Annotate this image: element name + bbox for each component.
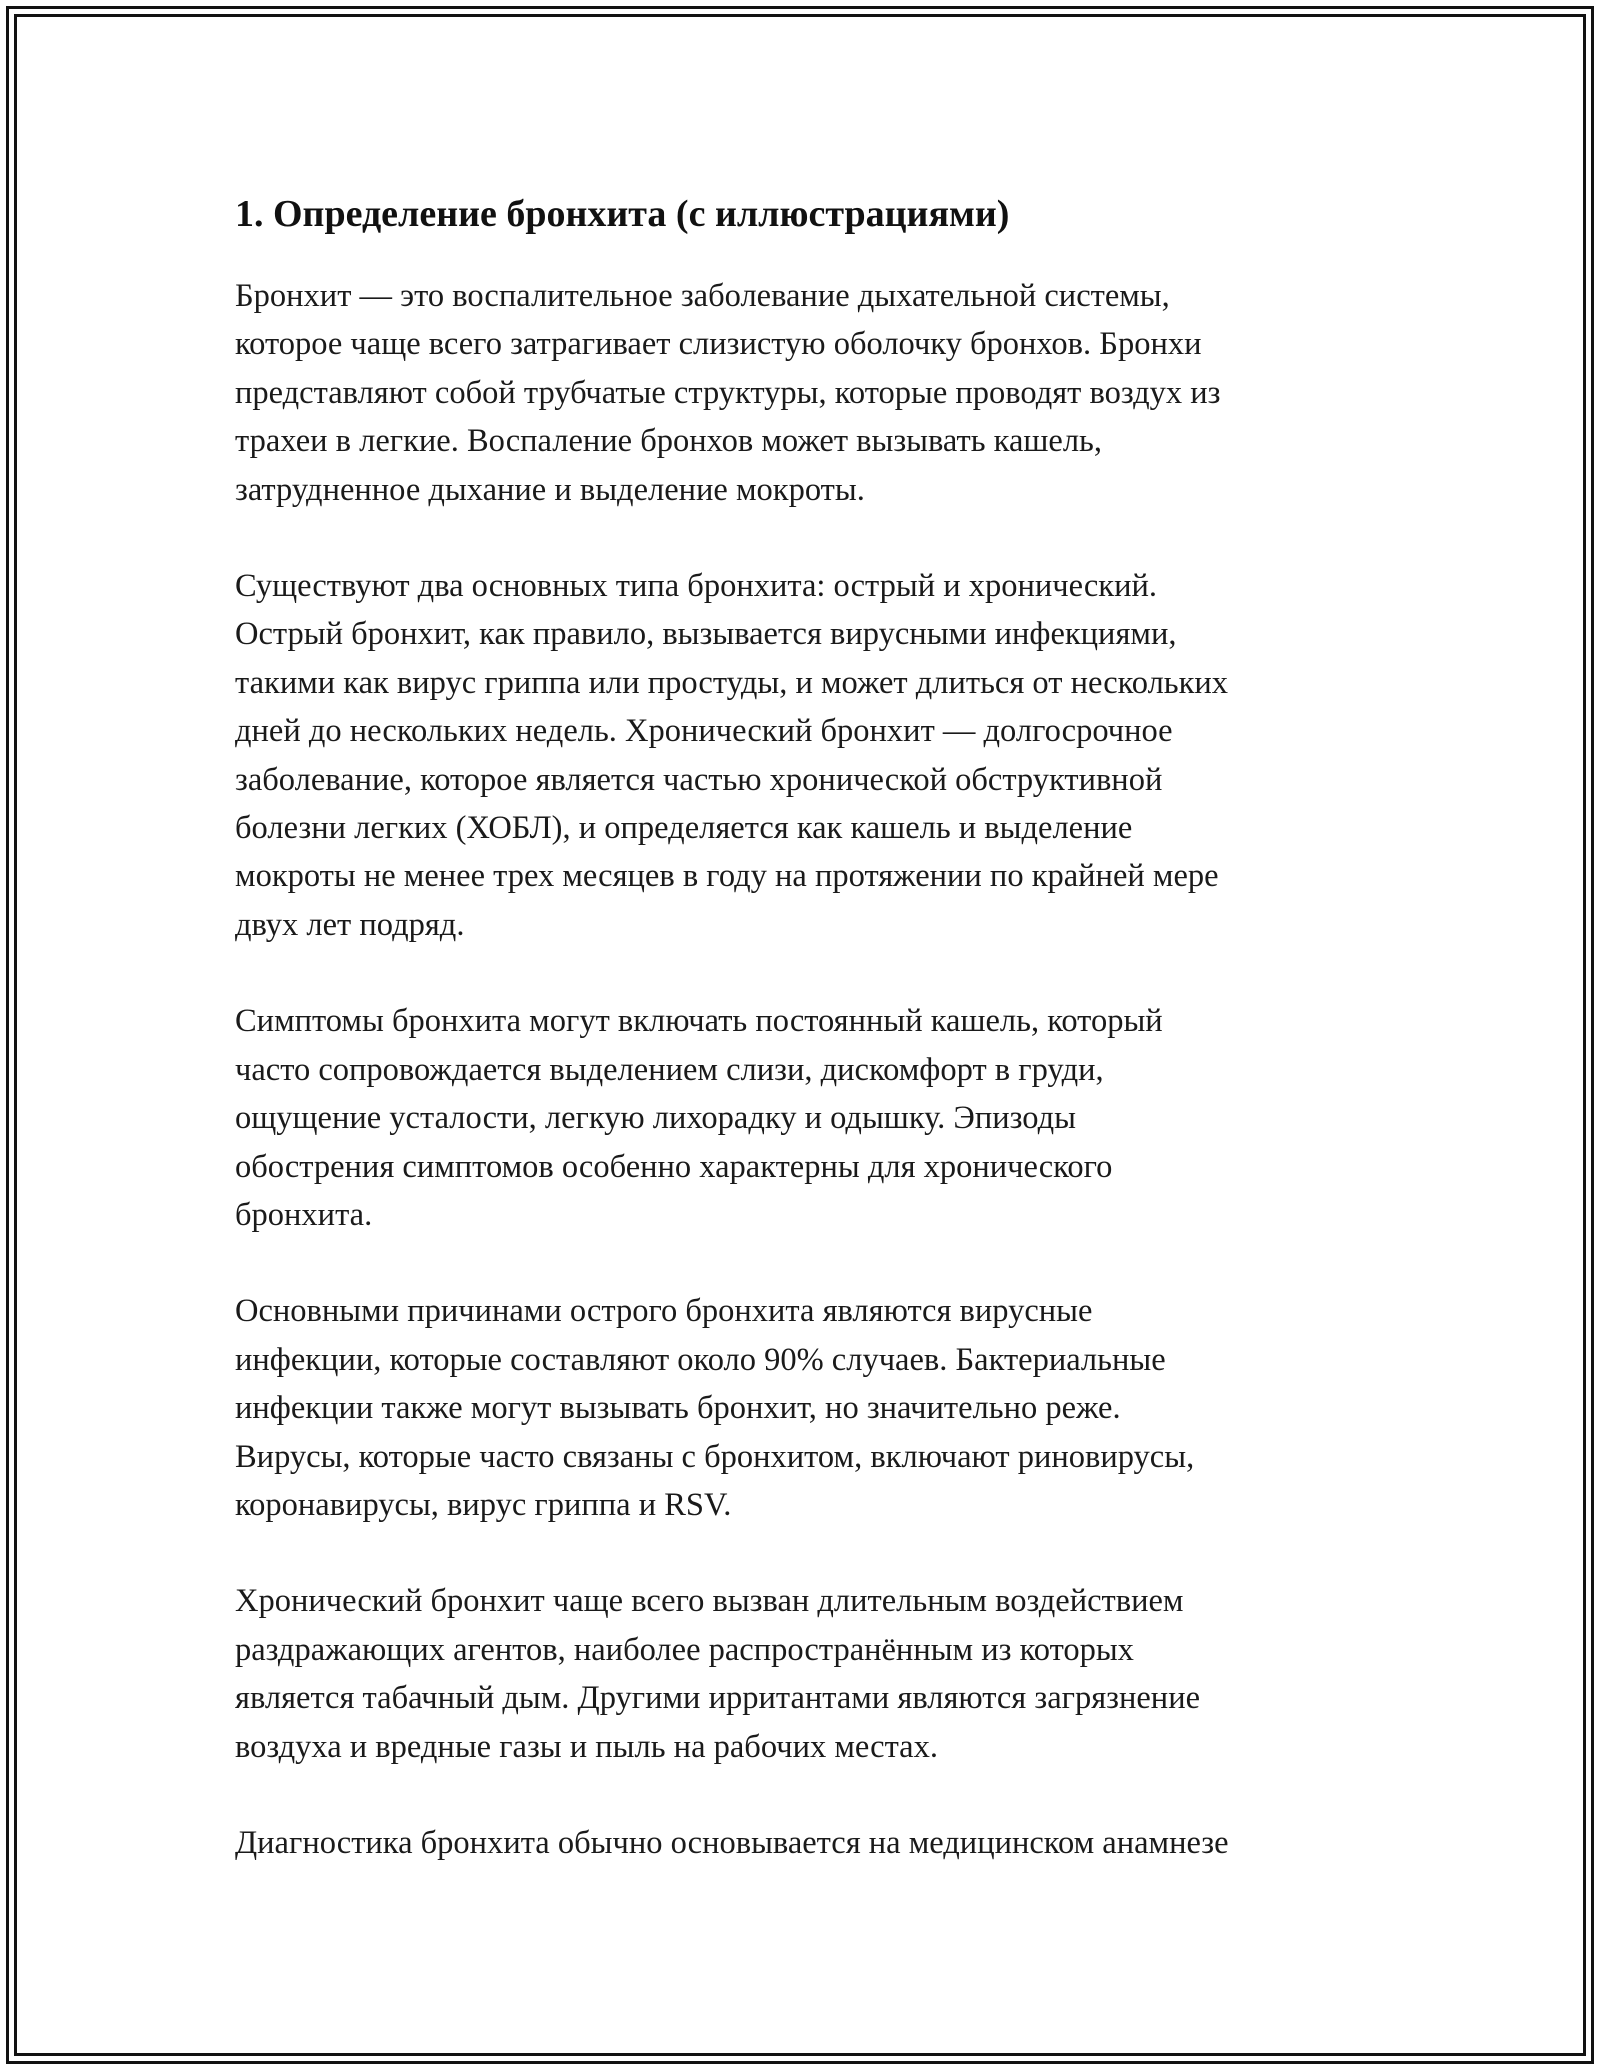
paragraph-symptoms: Симптомы бронхита могут включать постоянный кашель, который часто сопровождается выделением слизи, дискомфорт в груди, ощущение усталости, легкую лихорадку и одышку. Эпизоды обострения симптомов особенно характерны для хронического бронхита. — [235, 1003, 1163, 1233]
document-body — [235, 186, 1375, 1915]
page-title: 1. Определение бронхита (с иллюстрациями) — [235, 193, 1010, 235]
paragraph-types: Существуют два основных типа бронхита: острый и хронический. Острый бронхит, как правило, вызывается вирусными инфекциями, такими как вирус гриппа или простуды, и может длиться от нескольких дней до нескольких недель. Хронический бронхит — долгосрочное заболевание, которое является частью хронической обструктивной болезни легких (ХОБЛ), и определяется как кашель и выделение мокроты не менее трех месяцев в году на протяжении по крайней мере двух лет подряд. — [235, 568, 1229, 943]
paragraph-chronic-causes: Хронический бронхит чаще всего вызван длительным воздействием раздражающих агентов, наиболее распространённым из которых является табачный дым. Другими ирритантами являются загрязнение воздуха и вредные газы и пыль на рабочих местах. — [235, 1583, 1201, 1765]
paragraph-diagnosis: Диагностика бронхита обычно основывается на медицинском анамнезе — [235, 1824, 1229, 1861]
paragraph-acute-causes: Основными причинами острого бронхита являются вирусные инфекции, которые составляют около 90% случаев. Бактериальные инфекции также могут вызывать бронхит, но значительно реже. Вирусы, которые часто связаны с бронхитом, включают риновирусы, коронавирусы, вирус гриппа и RSV. — [235, 1293, 1195, 1523]
paragraph-definition: Бронхит — это воспалительное заболевание дыхательной системы, которое чаще всего затрагивает слизистую оболочку бронхов. Бронхи представляют собой трубчатые структуры, которые проводят воздух из трахеи в легкие. Воспаление бронхов может вызывать кашель, затрудненное дыхание и выделение мокроты. — [235, 278, 1221, 508]
